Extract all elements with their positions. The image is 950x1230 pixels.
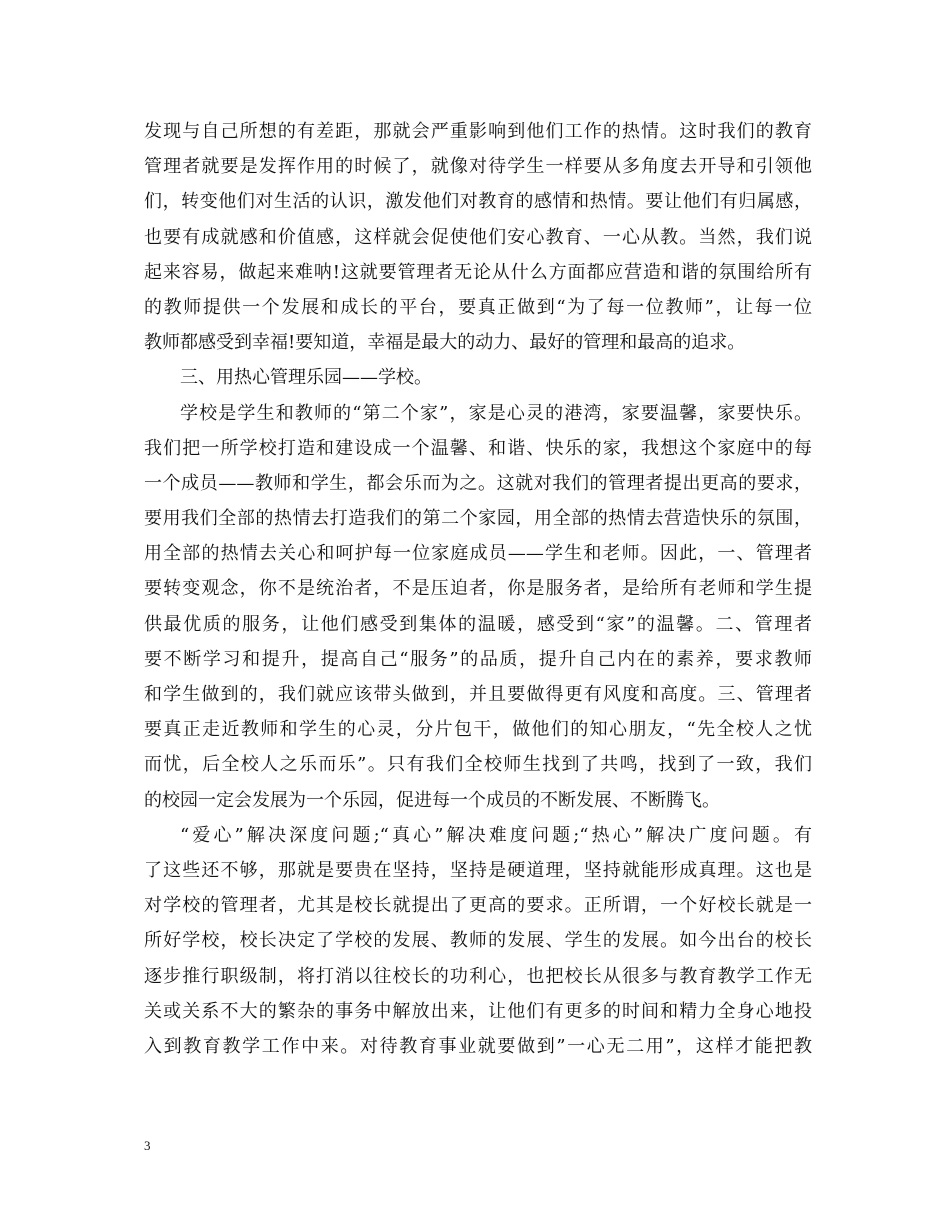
text-line: 起来容易，做起来难呐!这就要管理者无论从什么方面都应营造和谐的氛围给所有 xyxy=(144,261,812,283)
text-line: 逐步推行职级制，将打消以往校长的功利心，也把校长从很多与教育教学工作无 xyxy=(144,965,812,987)
text-line: 要转变观念，你不是统治者，不是压迫者，你是服务者，是给所有老师和学生提 xyxy=(144,578,812,600)
text-line: “爱心”解决深度问题;“真心”解决难度问题;“热心”解决广度问题。有 xyxy=(180,824,812,846)
text-line: 的校园一定会发展为一个乐园，促进每一个成员的不断发展、不断腾飞。 xyxy=(144,789,720,811)
text-line: 而忧，后全校人之乐而乐”。只有我们全校师生找到了共鸣，找到了一致，我们 xyxy=(144,754,812,776)
text-line: 要不断学习和提升，提高自己“服务”的品质，提升自己内在的素养，要求教师 xyxy=(144,648,812,670)
text-line: 的教师提供一个发展和成长的平台，要真正做到“为了每一位教师”，让每一位 xyxy=(144,296,812,318)
text-line: 教师都感受到幸福!要知道，幸福是最大的动力、最好的管理和最高的追求。 xyxy=(144,332,746,354)
text-line: 管理者就要是发挥作用的时候了，就像对待学生一样要从多角度去开导和引领他 xyxy=(144,156,812,178)
text-line: 入到教育教学工作中来。对待教育事业就要做到”一心无二用”，这样才能把教 xyxy=(144,1035,812,1057)
text-line: 供最优质的服务，让他们感受到集体的温暖，感受到“家”的温馨。二、管理者 xyxy=(144,613,812,635)
text-line: 发现与自己所想的有差距，那就会严重影响到他们工作的热情。这时我们的教育 xyxy=(144,121,812,142)
text-line: 对学校的管理者，尤其是校长就提出了更高的要求。正所谓，一个好校长就是一 xyxy=(144,895,812,917)
text-line: 和学生做到的，我们就应该带头做到，并且要做得更有风度和高度。三、管理者 xyxy=(144,684,812,705)
text-line: 关或关系不大的繁杂的事务中解放出来，让他们有更多的时间和精力全身心地投 xyxy=(144,1000,812,1022)
text-line: 也要有成就感和价值感，这样就会促使他们安心教育、一心从教。当然，我们说 xyxy=(144,226,812,248)
text-line: 要用我们全部的热情去打造我们的第二个家园，用全部的热情去营造快乐的氛围， xyxy=(144,508,812,530)
text-line: 要真正走近教师和学生的心灵，分片包干，做他们的知心朋友，“先全校人之忧 xyxy=(144,719,812,741)
page-number: 3 xyxy=(144,1138,151,1153)
text-line: 一个成员——教师和学生，都会乐而为之。这就对我们的管理者提出更高的要求， xyxy=(144,472,812,494)
section-heading: 三、用热心管理乐园——学校。 xyxy=(180,367,432,389)
text-line: 学校是学生和教师的“第二个家”，家是心灵的港湾，家要温馨，家要快乐。 xyxy=(180,402,812,424)
text-line: 了这些还不够，那就是要贵在坚持，坚持是硬道理，坚持就能形成真理。这也是 xyxy=(144,859,812,881)
text-line: 们，转变他们对生活的认识，激发他们对教育的感情和热情。要让他们有归属感， xyxy=(144,191,812,213)
body-text xyxy=(144,114,812,1064)
text-line: 用全部的热情去关心和呵护每一位家庭成员——学生和老师。因此，一、管理者 xyxy=(144,543,812,565)
text-line: 我们把一所学校打造和建设成一个温馨、和谐、快乐的家，我想这个家庭中的每 xyxy=(144,437,812,459)
text-line: 所好学校，校长决定了学校的发展、教师的发展、学生的发展。如今出台的校长 xyxy=(144,930,812,952)
